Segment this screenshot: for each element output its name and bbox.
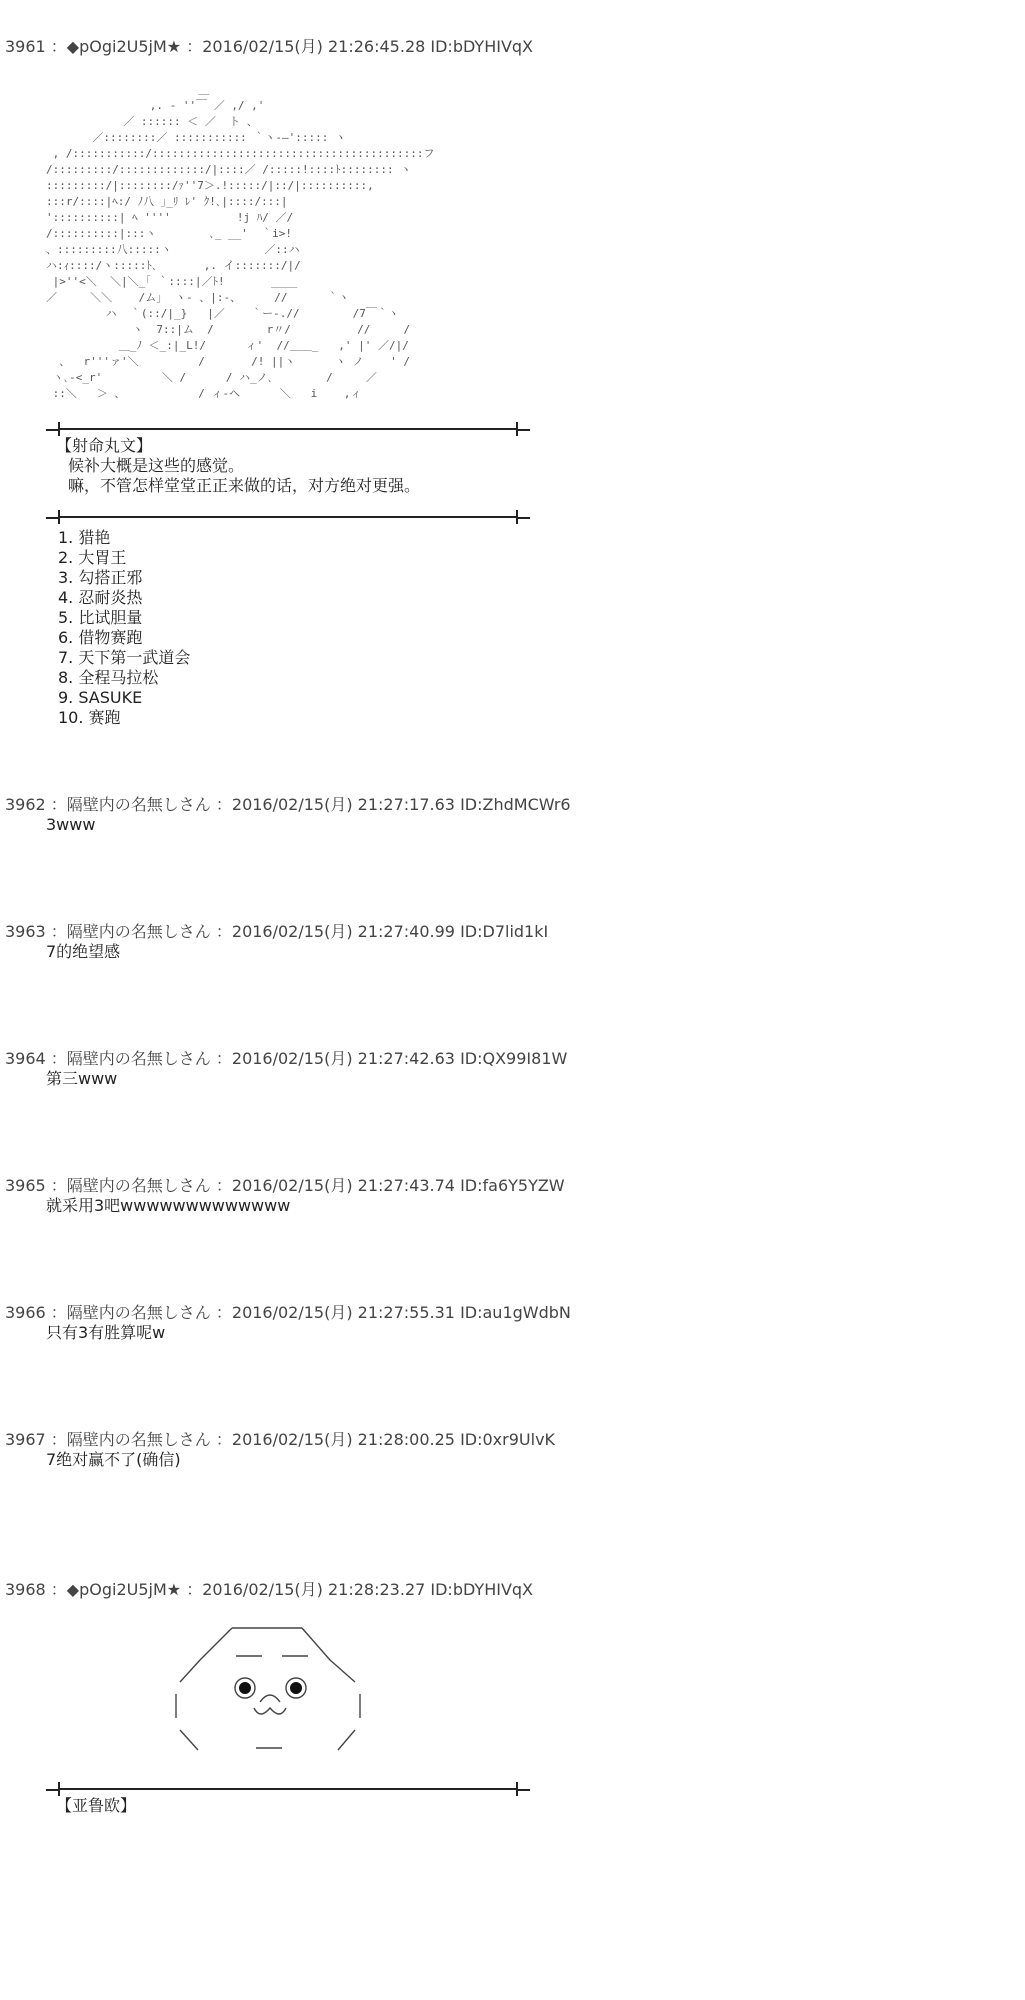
choice-item: 3. 勾搭正邪 xyxy=(58,568,143,587)
choice-item: 1. 猎艳 xyxy=(58,528,111,547)
post-body: 第三www xyxy=(46,1069,118,1088)
choice-item: 5. 比试胆量 xyxy=(58,608,143,627)
post-body: 7绝对赢不了(确信) xyxy=(46,1450,181,1469)
post-body: 就采用3吧wwwwwwwwwwwww xyxy=(46,1196,291,1215)
choice-item: 9. SASUKE xyxy=(58,688,143,707)
post-body: 7的绝望感 xyxy=(46,942,121,961)
divider-rule xyxy=(58,1788,518,1790)
speaker-name: 【射命丸文】 xyxy=(56,436,153,455)
post-header: 3966 ：隔壁内の名無しさん ：2016/02/15(月) 21:27:55.31 ID:au1gWdbN xyxy=(5,1303,571,1322)
post-body: 3www xyxy=(46,815,96,834)
divider-rule xyxy=(58,516,518,518)
choice-item: 10. 赛跑 xyxy=(58,708,121,727)
post-header: 3961 ：◆pOgi2U5jM★ ：2016/02/15(月) 21:26:45.28 ID:bDYHIVqX xyxy=(5,37,534,56)
choice-item: 7. 天下第一武道会 xyxy=(58,648,191,667)
speaker-name: 【亚鲁欧】 xyxy=(56,1796,137,1815)
choice-item: 2. 大胃王 xyxy=(58,548,127,567)
post-header: 3968 ：◆pOgi2U5jM★ ：2016/02/15(月) 21:28:23.27 ID:bDYHIVqX xyxy=(5,1580,534,1599)
post-header: 3962 ：隔壁内の名無しさん ：2016/02/15(月) 21:27:17.63 ID:ZhdMCWr6 xyxy=(5,795,571,814)
choice-item: 4. 忍耐炎热 xyxy=(58,588,143,607)
choice-item: 6. 借物赛跑 xyxy=(58,628,143,647)
dialogue-line: 嘛，不管怎样堂堂正正来做的话，对方绝对更强。 xyxy=(68,476,421,495)
post-header: 3967 ：隔壁内の名無しさん ：2016/02/15(月) 21:28:00.25 ID:0xr9UlvK xyxy=(5,1430,556,1449)
yaruo-face-art xyxy=(170,1620,390,1770)
post-body: 只有3有胜算呢w xyxy=(46,1323,166,1342)
divider-rule xyxy=(58,428,518,430)
ascii-art-character: ＿ ,. ‐ ''￣ ／ ,/ ,' ／ :::::: ＜ ／ ト 、 ／::::::::／ ::::::::::: ｀ヽ-―'::::: ヽ , /:::::::::::/:::::::::::::::::::::::::::::::::::::::::フ /:::::::::/:::::::::::::/|::::／ /:::::!::::ﾄ:::::::: ヽ :::::::::/|::::::::/ｧ''7＞.!:::::/|::/|::::::::::, :::r/::::|ﾍ:/ ﾉ八 ｣_ﾘ ﾚ' ｸ!､|::::/:::| '::::::::::| ﾍ '''' !j ﾊ/ ／/ /::::::::::|:::ヽ ､_ __' ｀i>! 、:::::::::八:::::ヽ ／::ハ ハ:ｨ::::/ヽ:::::ﾄ､ ,. イ:::::::/|/ |>''<＼ ＼|＼_｢ ｀::::|／ﾄ! ____ ／ ＼＼ /ム｣ ヽ- 、|:-、 // ｀ヽ ハ ｀(::/|_} |／ ｀ー-.// /7￣｀ヽ ヽ 7::|ム / r〃/ // / ＿_ﾉ ＜_:|_L!/ ィ' //＿＿_ ,' |' ／/|/ 、 r'''ァ'＼ / /! ||ヽ ヽ ノ ' / ヽ､-<_r' ＼ / / ハ_ノ､ / ／ ::＼ ＞ 、 / ィ-ヘ ＼ i ,ィ xyxy=(46,83,435,400)
choice-list xyxy=(58,528,190,728)
post-header: 3965 ：隔壁内の名無しさん ：2016/02/15(月) 21:27:43.74 ID:fa6Y5YZW xyxy=(5,1176,565,1195)
dialogue-line: 候补大概是这些的感觉。 xyxy=(68,456,245,475)
post-header: 3963 ：隔壁内の名無しさん ：2016/02/15(月) 21:27:40.99 ID:D7lid1kI xyxy=(5,922,549,941)
choice-item: 8. 全程马拉松 xyxy=(58,668,159,687)
post-header: 3964 ：隔壁内の名無しさん ：2016/02/15(月) 21:27:42.63 ID:QX99I81W xyxy=(5,1049,568,1068)
